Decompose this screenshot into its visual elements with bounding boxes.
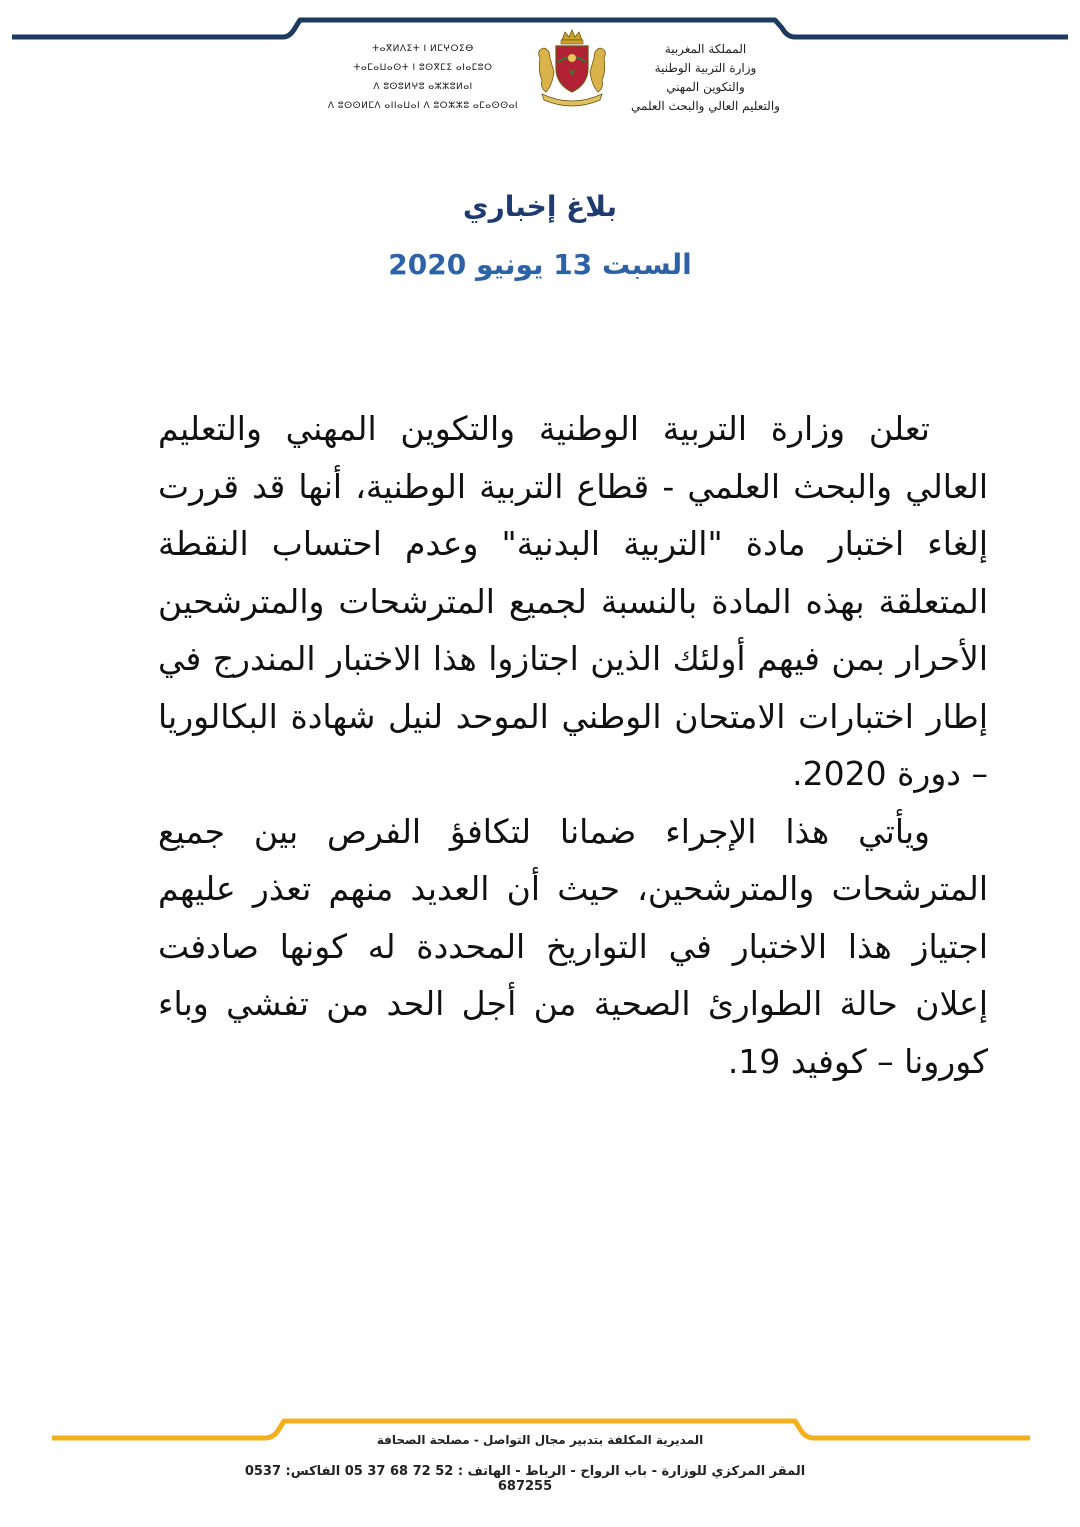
ministry-name-arabic bbox=[598, 40, 813, 116]
document-title: بلاغ إخباري bbox=[462, 190, 618, 223]
tifinagh-line: ⴷ ⵓⵙⵓⵍⵖⵓ ⴰⵣⵣⵓⵍⴰⵏ bbox=[373, 82, 473, 92]
body-paragraph: ويأتي هذا الإجراء ضمانا لتكافؤ الفرص بين جميع المترشحات والمترشحين، حيث أن العديد منهم تعذر عليهم اجتياز هذا الاختبار في التواريخ المحددة له كونها صادفت إعلان حالة الطوارئ الصحية من أجل الحد من تفشي وباء كورونا – كوفيد 19. bbox=[158, 811, 988, 1081]
body-paragraph: تعلن وزارة التربية الوطنية والتكوين المهني والتعليم العالي والبحث العلمي - قطاع التربية الوطنية، أنها قد قررت إلغاء اختبار مادة "التربية البدنية" وعدم احتساب النقطة المتعلقة بهذه المادة بالنسبة لجميع المترشحات والمترشحين الأحرار بمن فيهم أولئك الذين اجتازوا هذا الاختبار المندرج في إطار اختبارات الامتحان الوطني الموحد لنيل شهادة البكالوريا – دورة 2020. bbox=[158, 409, 988, 793]
arabic-header-line: والتكوين المهني bbox=[666, 80, 745, 94]
tifinagh-line: ⵜⴰⵎⴰⵡⴰⵙⵜ ⵏ ⵓⵙⴳⵎⵉ ⴰⵏⴰⵎⵓⵔ bbox=[353, 63, 493, 73]
document-body bbox=[158, 400, 988, 1090]
tifinagh-line: ⵜⴰⴳⵍⴷⵉⵜ ⵏ ⵍⵎⵖⵔⵉⴱ bbox=[372, 44, 474, 54]
footer-contact: المقر المركزي للوزارة - باب الرواح - الرباط - الهاتف : 52 72 68 37 05 الفاكس: 0537 687255 bbox=[244, 1464, 806, 1494]
arabic-header-line: والتعليم العالي والبحث العلمي bbox=[631, 99, 780, 113]
ministry-name-tifinagh bbox=[318, 40, 528, 116]
footer-department: المديرية المكلفة بتدبير مجال التواصل - مصلحة الصحافة bbox=[376, 1433, 704, 1447]
arabic-header-line: المملكة المغربية bbox=[664, 42, 747, 56]
document-date: السبت 13 يونيو 2020 bbox=[388, 248, 692, 281]
tifinagh-line: ⴷ ⵓⵙⵙⵍⵎⴷ ⴰⵏⵏⴰⵡⴰⵏ ⴷ ⵓⵔⵣⵣⵓ ⴰⵎⴰⵙⵙⴰⵏ bbox=[327, 101, 519, 111]
arabic-header-line: وزارة التربية الوطنية bbox=[654, 61, 757, 75]
